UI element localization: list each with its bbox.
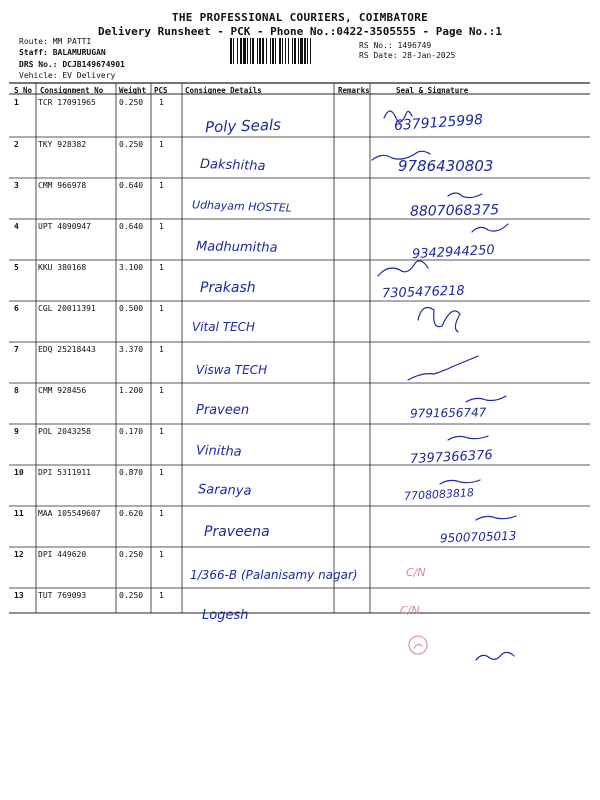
barcode-bar [262,38,264,64]
barcode-bar [272,38,274,64]
row-consignee-handwritten: Madhumitha [195,239,278,256]
row-weight: 1.200 [119,386,144,395]
row-weight: 0.870 [119,468,144,477]
row-consignee-handwritten: Praveena [204,524,270,540]
row-sno: 8 [14,386,19,395]
row-seal-phone-handwritten: 7397366376 [409,447,494,468]
page-subtitle: Delivery Runsheet - PCK - Phone No.:0422-3505555 - Page No.:1 [98,25,502,38]
row-sno: 6 [14,304,19,313]
vehicle-line: Vehicle: EV Delivery [19,71,116,80]
barcode-bar [279,38,281,64]
barcode-bar [275,38,276,64]
row-sno: 11 [14,509,24,518]
row-consignee-handwritten: Saranya [197,482,252,499]
row-weight: 3.370 [119,345,144,354]
row-pcs: 1 [159,263,164,272]
row-weight: 0.640 [119,181,144,190]
row-sno: 1 [14,98,19,107]
row-seal-phone-handwritten: 7708083818 [403,486,475,503]
barcode-bar [266,38,267,64]
row-consignment-no: CGL 20011391 [38,304,96,313]
barcode-bar [240,38,242,64]
row-pcs: 1 [159,509,164,518]
route-line [19,37,91,46]
row-consignee-handwritten: 1/366-B (Palanisamy nagar) [190,568,358,582]
row-consignee-handwritten: Viswa TECH [196,363,268,377]
row-consignee-handwritten: Vinitha [195,443,242,460]
row-pcs: 1 [159,591,164,600]
red-ink-circle [409,636,427,654]
row-weight: 3.100 [119,263,144,272]
row-sno: 13 [14,591,24,600]
row-consignment-no: TUT 769093 [38,591,87,600]
barcode-bar [259,38,261,64]
red-ink-mark [414,644,422,648]
row-consignment-no: MAA 105549607 [38,509,101,518]
staff-line: Staff: BALAMURUGAN [19,48,106,57]
row-weight: 0.250 [119,591,144,600]
row-consignment-no: UPT 4090947 [38,222,91,231]
row-consignee-handwritten: Praveen [196,403,250,418]
barcode-bar [247,38,248,64]
row-weight: 0.250 [119,550,144,559]
barcode-image [230,38,350,64]
barcode-bar [230,38,232,64]
row-consignee-handwritten: Prakash [200,280,256,296]
barcode-bar [250,38,251,64]
rs-number: RS No.: 1496749 [359,41,432,50]
row-weight: 0.170 [119,427,144,436]
barcode-bar [233,38,234,64]
barcode-bar [292,38,293,64]
row-consignment-no: KKU 380168 [38,263,87,272]
barcode-bar [243,38,246,64]
row-sno: 10 [14,468,24,477]
row-consignee-handwritten: Dakshitha [199,156,266,175]
rs-date: RS Date: 28-Jan-2025 [359,51,456,60]
barcode-bar [304,38,306,64]
row-sno: 5 [14,263,19,272]
row-consignee-handwritten: Udhayam HOSTEL [191,198,293,215]
row-consignment-no: CMM 966978 [38,181,87,190]
barcode-bar [285,38,286,64]
row-consignment-no: POL 2043258 [38,427,91,436]
row-seal-phone-handwritten: 9342944250 [411,242,496,263]
row-pcs: 1 [159,222,164,231]
row-consignment-no: EDQ 25218443 [38,345,96,354]
col-header-consignment: Consignment No [40,86,104,95]
row-seal-phone-handwritten: 9791656747 [409,405,487,421]
row-weight: 0.620 [119,509,144,518]
barcode-bar [252,38,254,64]
col-header-consignee: Consignee Details [185,86,262,95]
barcode-bar [310,38,311,64]
row-consignment-no: DPI 5311911 [38,468,91,477]
row-consignment-no: TCR 17091965 [38,98,96,107]
row-consignee-handwritten: Vital TECH [192,320,256,334]
barcode-bar [300,38,303,64]
row-pcs: 1 [159,181,164,190]
row-weight: 0.640 [119,222,144,231]
barcode-bar [257,38,258,64]
barcode-bar [298,38,299,64]
route-label: Route: [19,37,48,46]
col-header-pcs: PCS [154,86,168,95]
row-consignee-handwritten: Poly Seals [204,115,282,137]
row-sno: 12 [14,550,24,559]
row-consignee-handwritten: Logesh [202,608,249,623]
row-pcs: 1 [159,98,164,107]
barcode-bar [307,38,308,64]
row-sno: 3 [14,181,19,190]
row-pcs: 1 [159,427,164,436]
row-pcs: 1 [159,468,164,477]
row-pcs: 1 [159,140,164,149]
row-seal-phone-handwritten: 9786430803 [398,157,494,175]
page-title: THE PROFESSIONAL COURIERS, COIMBATORE [171,11,429,24]
row-consignment-no: TKY 928382 [38,140,87,149]
row-consignment-no: CMM 928456 [38,386,87,395]
row-cn-mark: C/N [406,566,426,579]
barcode-bar [288,38,289,64]
row-sno: 2 [14,140,19,149]
row-pcs: 1 [159,304,164,313]
signature-scribble-bottom [476,652,514,660]
col-header-sno: S No [14,86,33,95]
barcode-bar [294,38,296,64]
drs-number: DRS No.: DCJB149674901 [19,60,125,69]
row-seal-phone-handwritten: 9500705013 [439,528,517,546]
row-pcs: 1 [159,345,164,354]
row-sno: 9 [14,427,19,436]
row-pcs: 1 [159,550,164,559]
row-consignment-no: DPI 449620 [38,550,87,559]
row-weight: 0.250 [119,140,144,149]
col-header-weight: Weight [119,86,147,95]
row-seal-phone-handwritten: 8807068375 [409,202,500,220]
row-weight: 0.500 [119,304,144,313]
col-header-remarks: Remarks [338,86,370,95]
row-sno: 4 [14,222,19,231]
barcode-bar [237,38,238,64]
row-pcs: 1 [159,386,164,395]
barcode-bar [270,38,271,64]
row-seal-phone-handwritten: 6379125998 [393,111,484,135]
row-cn-mark: C/N [400,604,420,617]
row-weight: 0.250 [119,98,144,107]
col-header-seal: Seal & Signature [396,86,469,95]
row-sno: 7 [14,345,19,354]
barcode-bar [282,38,283,64]
row-seal-phone-handwritten: 7305476218 [381,283,465,302]
route-value: MM PATTI [52,37,92,46]
